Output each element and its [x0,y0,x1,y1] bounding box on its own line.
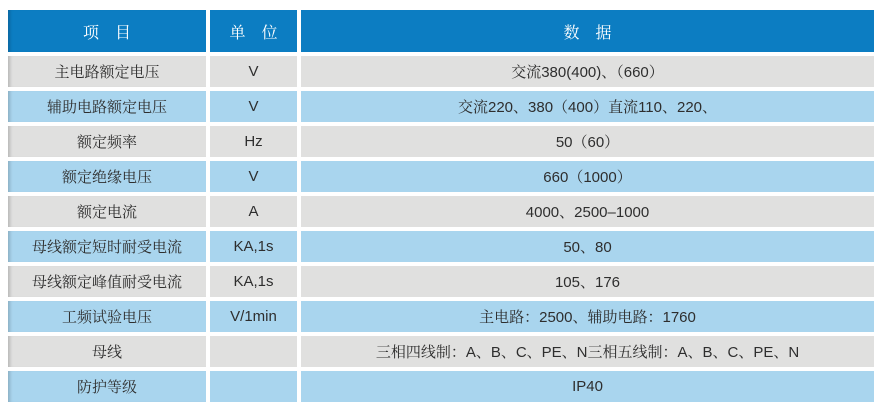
table-cell-item: 工频试验电压 [8,301,206,332]
column-header-unit: 单 位 [210,10,297,52]
table-cell-data: 三相四线制：A、B、C、PE、N三相五线制：A、B、C、PE、N [301,336,874,367]
table-cell-item: 母线额定峰值耐受电流 [8,266,206,297]
table-cell-unit: KA,1s [210,266,297,297]
table-cell-item: 额定绝缘电压 [8,161,206,192]
table-cell-item: 防护等级 [8,371,206,402]
table-cell-item: 辅助电路额定电压 [8,91,206,122]
table-cell-unit: Hz [210,126,297,157]
column-header-item: 项 目 [8,10,206,52]
table-cell-data: 105、176 [301,266,874,297]
table-cell-data: IP40 [301,371,874,402]
table-cell-data: 交流380(400)、（660） [301,56,874,87]
table-cell-unit: V/1min [210,301,297,332]
table-cell-unit: KA,1s [210,231,297,262]
table-cell-data: 交流220、380（400）直流110、220、 [301,91,874,122]
table-cell-item: 主电路额定电压 [8,56,206,87]
table-cell-unit: A [210,196,297,227]
table-cell-unit: V [210,161,297,192]
table-cell-unit [210,336,297,367]
table-cell-data: 4000、2500–1000 [301,196,874,227]
spec-table [8,10,874,402]
table-cell-item: 额定电流 [8,196,206,227]
table-cell-data: 660（1000） [301,161,874,192]
table-cell-data: 50、80 [301,231,874,262]
table-cell-item: 额定频率 [8,126,206,157]
table-cell-data: 50（60） [301,126,874,157]
table-cell-unit: V [210,91,297,122]
table-cell-unit [210,371,297,402]
column-header-data: 数 据 [301,10,874,52]
table-cell-item: 母线额定短时耐受电流 [8,231,206,262]
table-cell-item: 母线 [8,336,206,367]
table-cell-data: 主电路：2500、辅助电路：1760 [301,301,874,332]
table-cell-unit: V [210,56,297,87]
